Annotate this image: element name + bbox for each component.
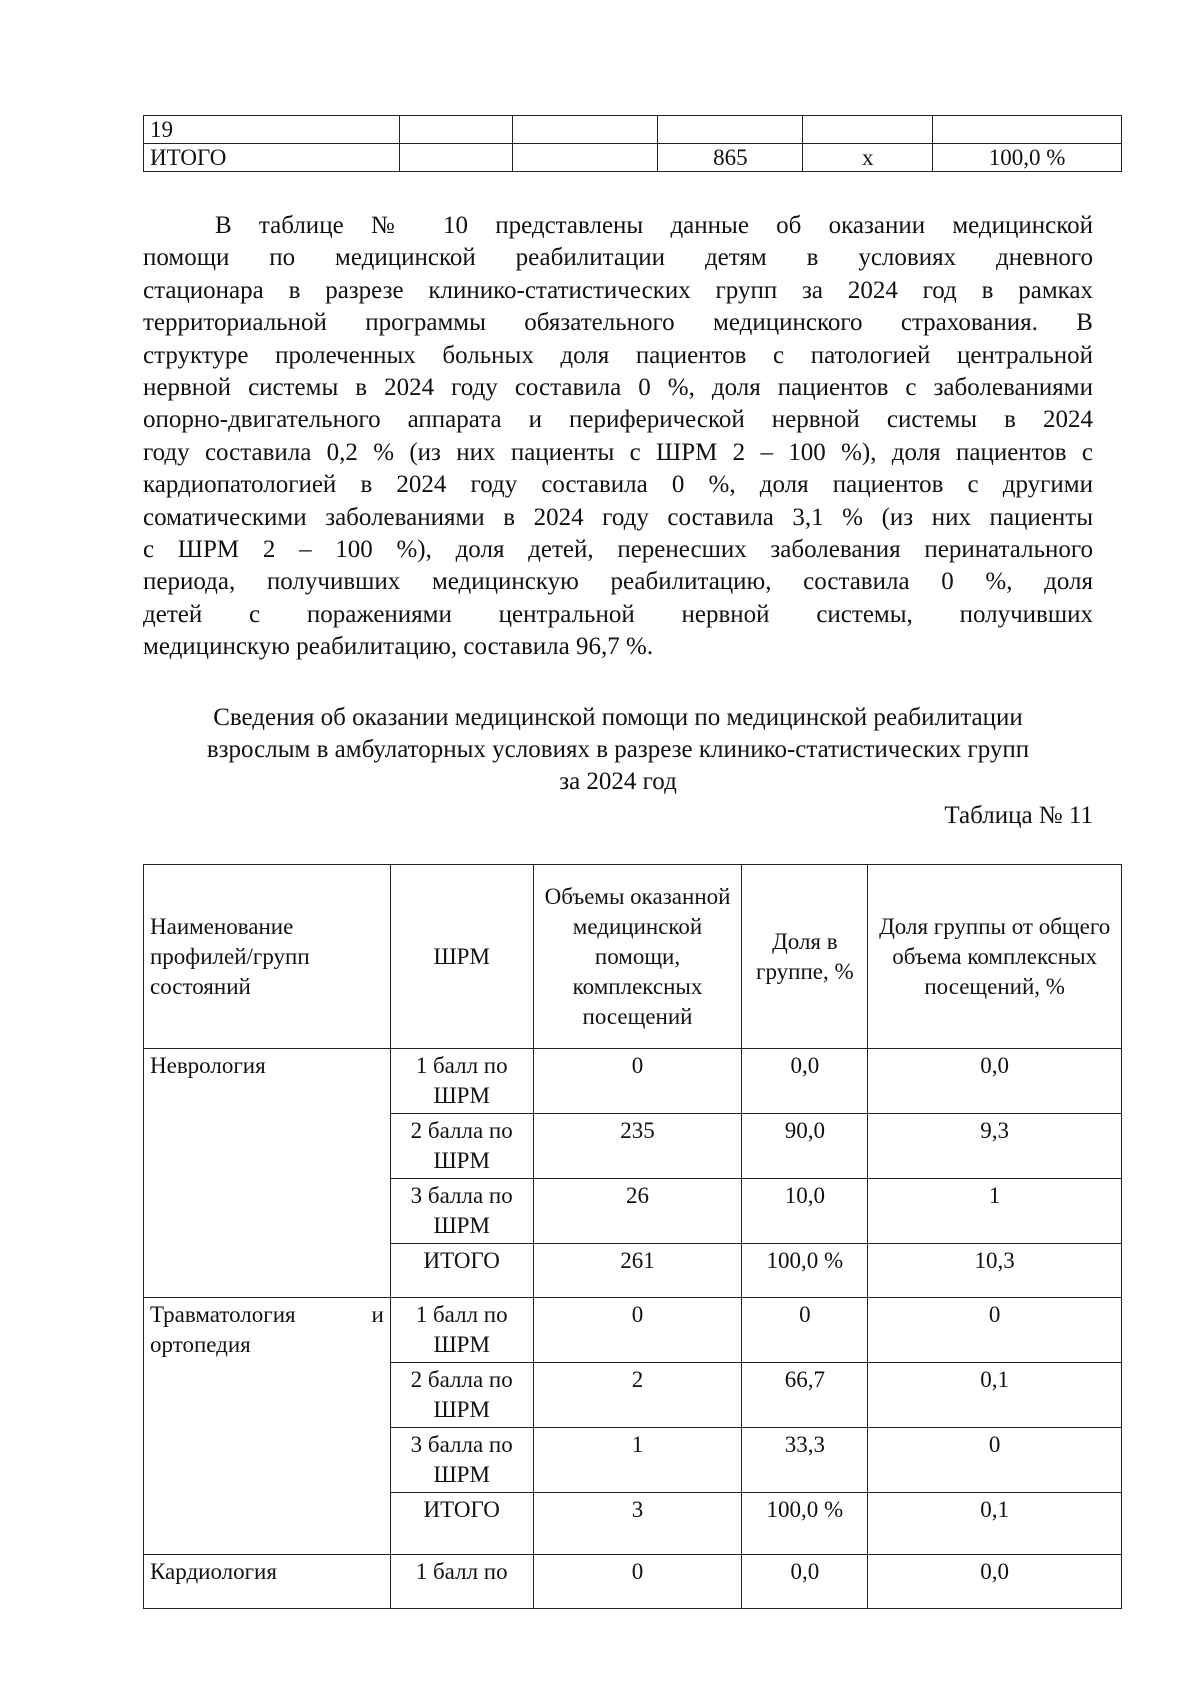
paragraph-line: с ШРМ 2 – 100 %), доля детей, перенесших заболевания перинатального xyxy=(143,535,1093,563)
group-name xyxy=(144,1298,391,1555)
share-cell: 90,0 xyxy=(742,1114,868,1179)
group-name-part: Травматология xyxy=(150,1302,296,1327)
group-name: Кардиология xyxy=(144,1555,391,1609)
table-cell: 865 xyxy=(658,144,803,172)
total-share-cell: 1 xyxy=(868,1179,1122,1244)
paragraph-line: медицинскую реабилитацию, составила 96,7 %. xyxy=(143,633,654,661)
paragraph-line: стационара в разрезе клинико-статистических групп за 2024 год в рамках xyxy=(143,276,1093,304)
shrm-cell: 3 балла по ШРМ xyxy=(390,1428,533,1493)
table-cell xyxy=(512,116,658,144)
volume-cell: 26 xyxy=(533,1179,742,1244)
table-cell: х xyxy=(803,144,933,172)
paragraph-line: территориальной программы обязательного медицинского страхования. В xyxy=(143,309,1093,337)
continuation-table xyxy=(143,115,1122,172)
table-cell: 19 xyxy=(144,116,400,144)
body-paragraph xyxy=(143,210,1093,663)
table-row xyxy=(144,1298,1122,1363)
shrm-cell: 1 балл по xyxy=(390,1555,533,1609)
table-cell xyxy=(933,116,1122,144)
shrm-cell: 1 балл по ШРМ xyxy=(390,1049,533,1114)
shrm-cell: ИТОГО xyxy=(390,1244,533,1298)
paragraph-line: году составила 0,2 % (из них пациенты с ШРМ 2 – 100 %), доля пациентов с xyxy=(143,438,1093,466)
paragraph-line: кардиопатологией в 2024 году составила 0 %, доля пациентов с другими xyxy=(143,471,1093,499)
paragraph-line: периода, получивших медицинскую реабилитацию, составила 0 %, доля xyxy=(143,568,1093,596)
paragraph-line: помощи по медицинской реабилитации детям в условиях дневного xyxy=(143,244,1093,272)
total-share-cell: 0 xyxy=(868,1428,1122,1493)
group-name-part: и xyxy=(371,1302,384,1327)
shrm-cell: ИТОГО xyxy=(390,1493,533,1555)
share-cell: 10,0 xyxy=(742,1179,868,1244)
volume-cell: 235 xyxy=(533,1114,742,1179)
header-total-share: Доля группы от общего объема комплексных посещений, % xyxy=(868,865,1122,1049)
total-share-cell: 0,1 xyxy=(868,1493,1122,1555)
group-name: Неврология xyxy=(144,1049,391,1298)
table-cell: 100,0 % xyxy=(933,144,1122,172)
heading-line: взрослым в амбулаторных условиях в разрезе клинико-статистических групп xyxy=(206,736,1030,763)
total-share-cell: 0 xyxy=(868,1298,1122,1363)
total-share-cell: 0,0 xyxy=(868,1555,1122,1609)
table-cell xyxy=(803,116,933,144)
group-name-part: ортопедия xyxy=(150,1332,251,1357)
header-group-share: Доля в группе, % xyxy=(742,865,868,1049)
table-row xyxy=(144,1049,1122,1114)
volume-cell: 0 xyxy=(533,1049,742,1114)
paragraph-line: структуре пролеченных больных доля пациентов с патологией центральной xyxy=(143,341,1093,369)
table-heading xyxy=(143,702,1093,798)
paragraph-line: В таблице № 10 представлены данные об оказании медицинской xyxy=(215,212,1093,239)
paragraph-line: опорно-двигательного аппарата и периферической нервной системы в 2024 xyxy=(143,406,1093,434)
table-header-row xyxy=(144,865,1122,1049)
paragraph-line: соматическими заболеваниями в 2024 году составила 3,1 % (из них пациенты xyxy=(143,503,1093,531)
volume-cell: 0 xyxy=(533,1298,742,1363)
table-cell xyxy=(399,144,512,172)
share-cell: 100,0 % xyxy=(742,1493,868,1555)
table-cell xyxy=(399,116,512,144)
heading-line: Сведения об оказании медицинской помощи по медицинской реабилитации xyxy=(213,704,1023,731)
share-cell: 0 xyxy=(742,1298,868,1363)
share-cell: 0,0 xyxy=(742,1555,868,1609)
volume-cell: 0 xyxy=(533,1555,742,1609)
shrm-cell: 2 балла по ШРМ xyxy=(390,1363,533,1428)
total-share-cell: 10,3 xyxy=(868,1244,1122,1298)
table-cell: ИТОГО xyxy=(144,144,400,172)
table-number: Таблица № 11 xyxy=(944,802,1093,829)
header-volume: Объемы оказанной медицинской помощи, комплексных посещений xyxy=(533,865,742,1049)
volume-cell: 2 xyxy=(533,1363,742,1428)
table-row xyxy=(144,144,1122,172)
table-cell xyxy=(658,116,803,144)
paragraph-line: детей с поражениями центральной нервной системы, получивших xyxy=(143,600,1093,628)
header-profile: Наименование профилей/групп состояний xyxy=(144,865,391,1049)
share-cell: 66,7 xyxy=(742,1363,868,1428)
header-shrm: ШРМ xyxy=(390,865,533,1049)
table-row xyxy=(144,116,1122,144)
volume-cell: 3 xyxy=(533,1493,742,1555)
volume-cell: 261 xyxy=(533,1244,742,1298)
total-share-cell: 0,0 xyxy=(868,1049,1122,1114)
total-share-cell: 9,3 xyxy=(868,1114,1122,1179)
rehab-table xyxy=(143,864,1122,1609)
heading-line: за 2024 год xyxy=(559,768,677,795)
shrm-cell: 3 балла по ШРМ xyxy=(390,1179,533,1244)
total-share-cell: 0,1 xyxy=(868,1363,1122,1428)
volume-cell: 1 xyxy=(533,1428,742,1493)
share-cell: 0,0 xyxy=(742,1049,868,1114)
paragraph-line: нервной системы в 2024 году составила 0 %, доля пациентов с заболеваниями xyxy=(143,373,1093,401)
share-cell: 33,3 xyxy=(742,1428,868,1493)
shrm-cell: 1 балл по ШРМ xyxy=(390,1298,533,1363)
table-cell xyxy=(512,144,658,172)
table-row xyxy=(144,1555,1122,1609)
share-cell: 100,0 % xyxy=(742,1244,868,1298)
shrm-cell: 2 балла по ШРМ xyxy=(390,1114,533,1179)
